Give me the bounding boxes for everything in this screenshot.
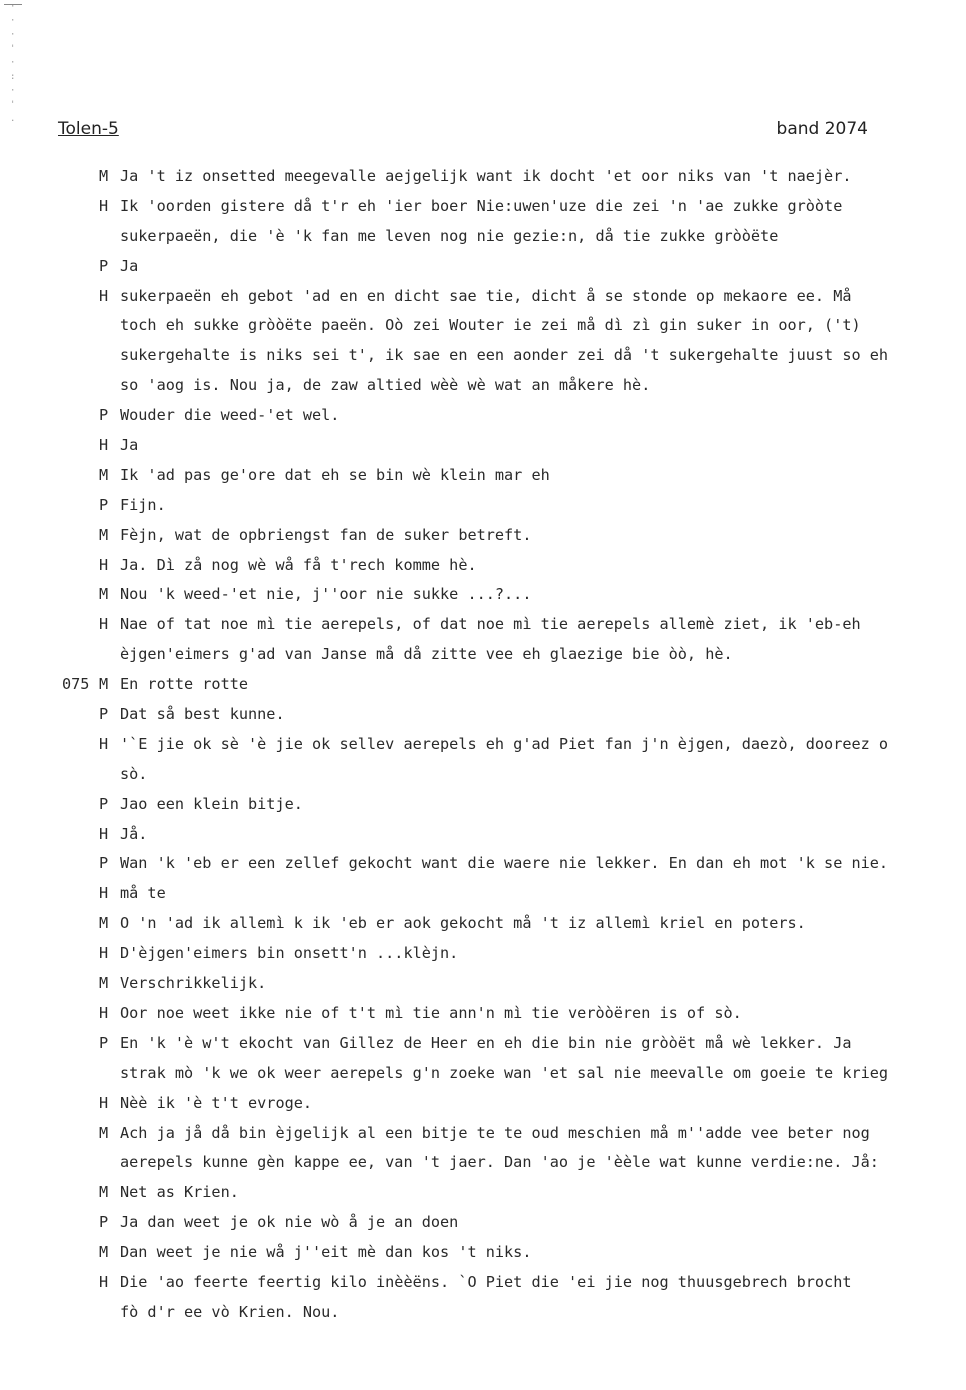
transcript-line xyxy=(0,580,966,610)
transcript-line xyxy=(0,521,966,551)
transcript-line xyxy=(0,282,966,312)
transcript-line xyxy=(0,909,966,939)
utterance-text: sukerpaeën, die 'è 'k fan me leven nog nie gezie:n, då tie zukke gròòëte xyxy=(120,226,779,245)
transcript-line xyxy=(0,162,966,192)
utterance-text: Nèè ik 'è t't evroge. xyxy=(120,1093,313,1112)
speaker-label: M xyxy=(99,675,109,694)
utterance-text: èjgen'eimers g'ad van Janse må då zitte vee eh glaezige bie òò, hè. xyxy=(120,645,733,664)
speaker-label: H xyxy=(99,196,109,215)
transcript-line xyxy=(0,1208,966,1238)
utterance-text: sukerpaeën eh gebot 'ad en en dicht sae tie, dicht å se stonde op mekaore ee. Må xyxy=(120,286,852,305)
speaker-label: P xyxy=(99,854,109,873)
speaker-label: H xyxy=(99,734,109,753)
transcript-line xyxy=(0,700,966,730)
transcript-body xyxy=(0,162,966,1328)
transcript-line xyxy=(0,461,966,491)
transcript-line xyxy=(0,341,966,371)
speaker-label: P xyxy=(99,256,109,275)
transcript-line xyxy=(0,820,966,850)
speaker-label: M xyxy=(99,167,109,185)
speaker-label: H xyxy=(99,555,109,574)
transcript-line xyxy=(0,999,966,1029)
transcript-line xyxy=(0,1089,966,1119)
utterance-text: Ja. Dì zå nog wè wå få t'rech komme hè. xyxy=(120,555,477,574)
transcript-line xyxy=(0,551,966,581)
transcript-line xyxy=(0,610,966,640)
utterance-text: Die 'ao feerte feertig kilo inèèëns. `O Piet die 'ei jie nog thuusgebrech brocht xyxy=(120,1272,852,1291)
transcript-line xyxy=(0,222,966,252)
page-header xyxy=(58,119,936,143)
speaker-label: H xyxy=(99,944,109,963)
utterance-text: O 'n 'ad ik allemì k ik 'eb er aok gekocht må 't iz allemì kriel en poters. xyxy=(120,914,806,933)
transcript-line xyxy=(0,1119,966,1149)
speaker-label: H xyxy=(99,615,109,634)
utterance-text: Verschrikkelijk. xyxy=(120,974,267,993)
speaker-label: H xyxy=(99,1272,109,1291)
utterance-text: Jå. xyxy=(120,824,148,843)
utterance-text: Ja xyxy=(120,256,139,275)
speaker-label: H xyxy=(99,436,109,455)
utterance-text: aerepels kunne gèn kappe ee, van 't jaer. Dan 'ao je 'èèle wat kunne verdie:ne. Jå: xyxy=(120,1153,879,1172)
utterance-text: Oor noe weet ikke nie of t't mì tie ann'n mì tie veròòëren is of sò. xyxy=(120,1003,742,1022)
utterance-text: toch eh sukke gròòëte paeën. Oò zei Wouter ie zei må dì zì gin suker in oor, ('t) xyxy=(120,316,861,335)
utterance-text: Ik 'oorden gistere då t'r eh 'ier boer Nie:uwen'uze die zei 'n 'ae zukke gròòte xyxy=(120,196,843,215)
speaker-label: H xyxy=(99,1093,109,1112)
tape-reference: band 2074 xyxy=(776,119,868,139)
utterance-text: Net as Krien. xyxy=(120,1183,239,1202)
speaker-label: M xyxy=(99,974,109,993)
scan-margin-marks: · · · ' · : · ' . xyxy=(10,2,16,124)
utterance-text: D'èjgen'eimers bin onsett'n ...klèjn. xyxy=(120,944,459,963)
speaker-label: P xyxy=(99,1033,109,1052)
transcript-line xyxy=(0,730,966,760)
transcript-line xyxy=(0,431,966,461)
utterance-text: Fijn. xyxy=(120,495,166,514)
speaker-label: M xyxy=(99,585,109,604)
utterance-text: Fèjn, wat de opbriengst fan de suker betreft. xyxy=(120,525,532,544)
transcript-line xyxy=(0,1029,966,1059)
utterance-text: Ja 't iz onsetted meegevalle aejgelijk want ik docht 'et oor niks van 't naejèr. xyxy=(120,167,852,185)
utterance-text: En rotte rotte xyxy=(120,675,249,694)
utterance-text: Ik 'ad pas ge'ore dat eh se bin wè klein mar eh xyxy=(120,465,550,484)
speaker-label: M xyxy=(99,1243,109,1262)
speaker-label: P xyxy=(99,406,109,425)
speaker-label: H xyxy=(99,884,109,903)
speaker-label: P xyxy=(99,1213,109,1232)
utterance-text: Dan weet je nie wå j''eit mè dan kos 't niks. xyxy=(120,1243,532,1262)
transcript-line xyxy=(0,790,966,820)
utterance-text: fò d'r ee vò Krien. Nou. xyxy=(120,1302,340,1321)
transcript-line xyxy=(0,1059,966,1089)
speaker-label: M xyxy=(99,1183,109,1202)
transcript-line xyxy=(0,849,966,879)
utterance-text: Ja dan weet je ok nie wò å je an doen xyxy=(120,1213,459,1232)
utterance-text: Wan 'k 'eb er een zellef gekocht want die waere nie lekker. En dan eh mot 'k se nie. xyxy=(120,854,889,873)
utterance-text: Jao een klein bitje. xyxy=(120,794,303,813)
transcript-line xyxy=(0,1178,966,1208)
transcript-line xyxy=(0,252,966,282)
tape-counter: 075 xyxy=(62,675,90,694)
transcript-line xyxy=(0,192,966,222)
speaker-label: H xyxy=(99,824,109,843)
transcript-line xyxy=(0,401,966,431)
transcript-line xyxy=(0,670,966,700)
transcript-line xyxy=(0,939,966,969)
document-id: Tolen-5 xyxy=(58,119,119,139)
transcript-line xyxy=(0,879,966,909)
speaker-label: H xyxy=(99,1003,109,1022)
utterance-text: må te xyxy=(120,884,166,903)
transcript-line xyxy=(0,311,966,341)
utterance-text: strak mò 'k we ok weer aerepels g'n zoeke wan 'et sal nie meevalle om goeie te krieg xyxy=(120,1063,889,1082)
utterance-text: Ach ja jå då bin èjgelijk al een bitje te te oud meschien må m''adde vee beter nog xyxy=(120,1123,870,1142)
transcript-line xyxy=(0,969,966,999)
utterance-text: Nae of tat noe mì tie aerepels, of dat noe mì tie aerepels allemè ziet, ik 'eb-eh xyxy=(120,615,861,634)
utterance-text: sò. xyxy=(120,764,148,783)
utterance-text: En 'k 'è w't ekocht van Gillez de Heer en eh die bin nie gròòët må wè lekker. Ja xyxy=(120,1033,852,1052)
utterance-text: Dat så best kunne. xyxy=(120,705,285,724)
utterance-text: Wouder die weed-'et wel. xyxy=(120,406,340,425)
speaker-label: M xyxy=(99,525,109,544)
transcript-line xyxy=(0,640,966,670)
utterance-text: sukergehalte is niks sei t', ik sae en een aonder zei då 't sukergehalte juust so eh xyxy=(120,346,889,365)
transcript-line xyxy=(0,1238,966,1268)
speaker-label: M xyxy=(99,1123,109,1142)
speaker-label: P xyxy=(99,705,109,724)
transcript-line xyxy=(0,1268,966,1298)
utterance-text: Nou 'k weed-'et nie, j''oor nie sukke ...?... xyxy=(120,585,532,604)
transcript-line xyxy=(0,371,966,401)
speaker-label: H xyxy=(99,286,109,305)
transcript-line xyxy=(0,1298,966,1328)
speaker-label: M xyxy=(99,465,109,484)
transcript-line xyxy=(0,491,966,521)
transcript-line xyxy=(0,1148,966,1178)
speaker-label: M xyxy=(99,914,109,933)
transcript-line xyxy=(0,760,966,790)
speaker-label: P xyxy=(99,794,109,813)
utterance-text: so 'aog is. Nou ja, de zaw altied wèè wè wat an måkere hè. xyxy=(120,376,651,395)
speaker-label: P xyxy=(99,495,109,514)
utterance-text: '`E jie ok sè 'è jie ok sellev aerepels eh g'ad Piet fan j'n èjgen, daezò, dooreez o xyxy=(120,734,889,753)
utterance-text: Ja xyxy=(120,436,139,455)
